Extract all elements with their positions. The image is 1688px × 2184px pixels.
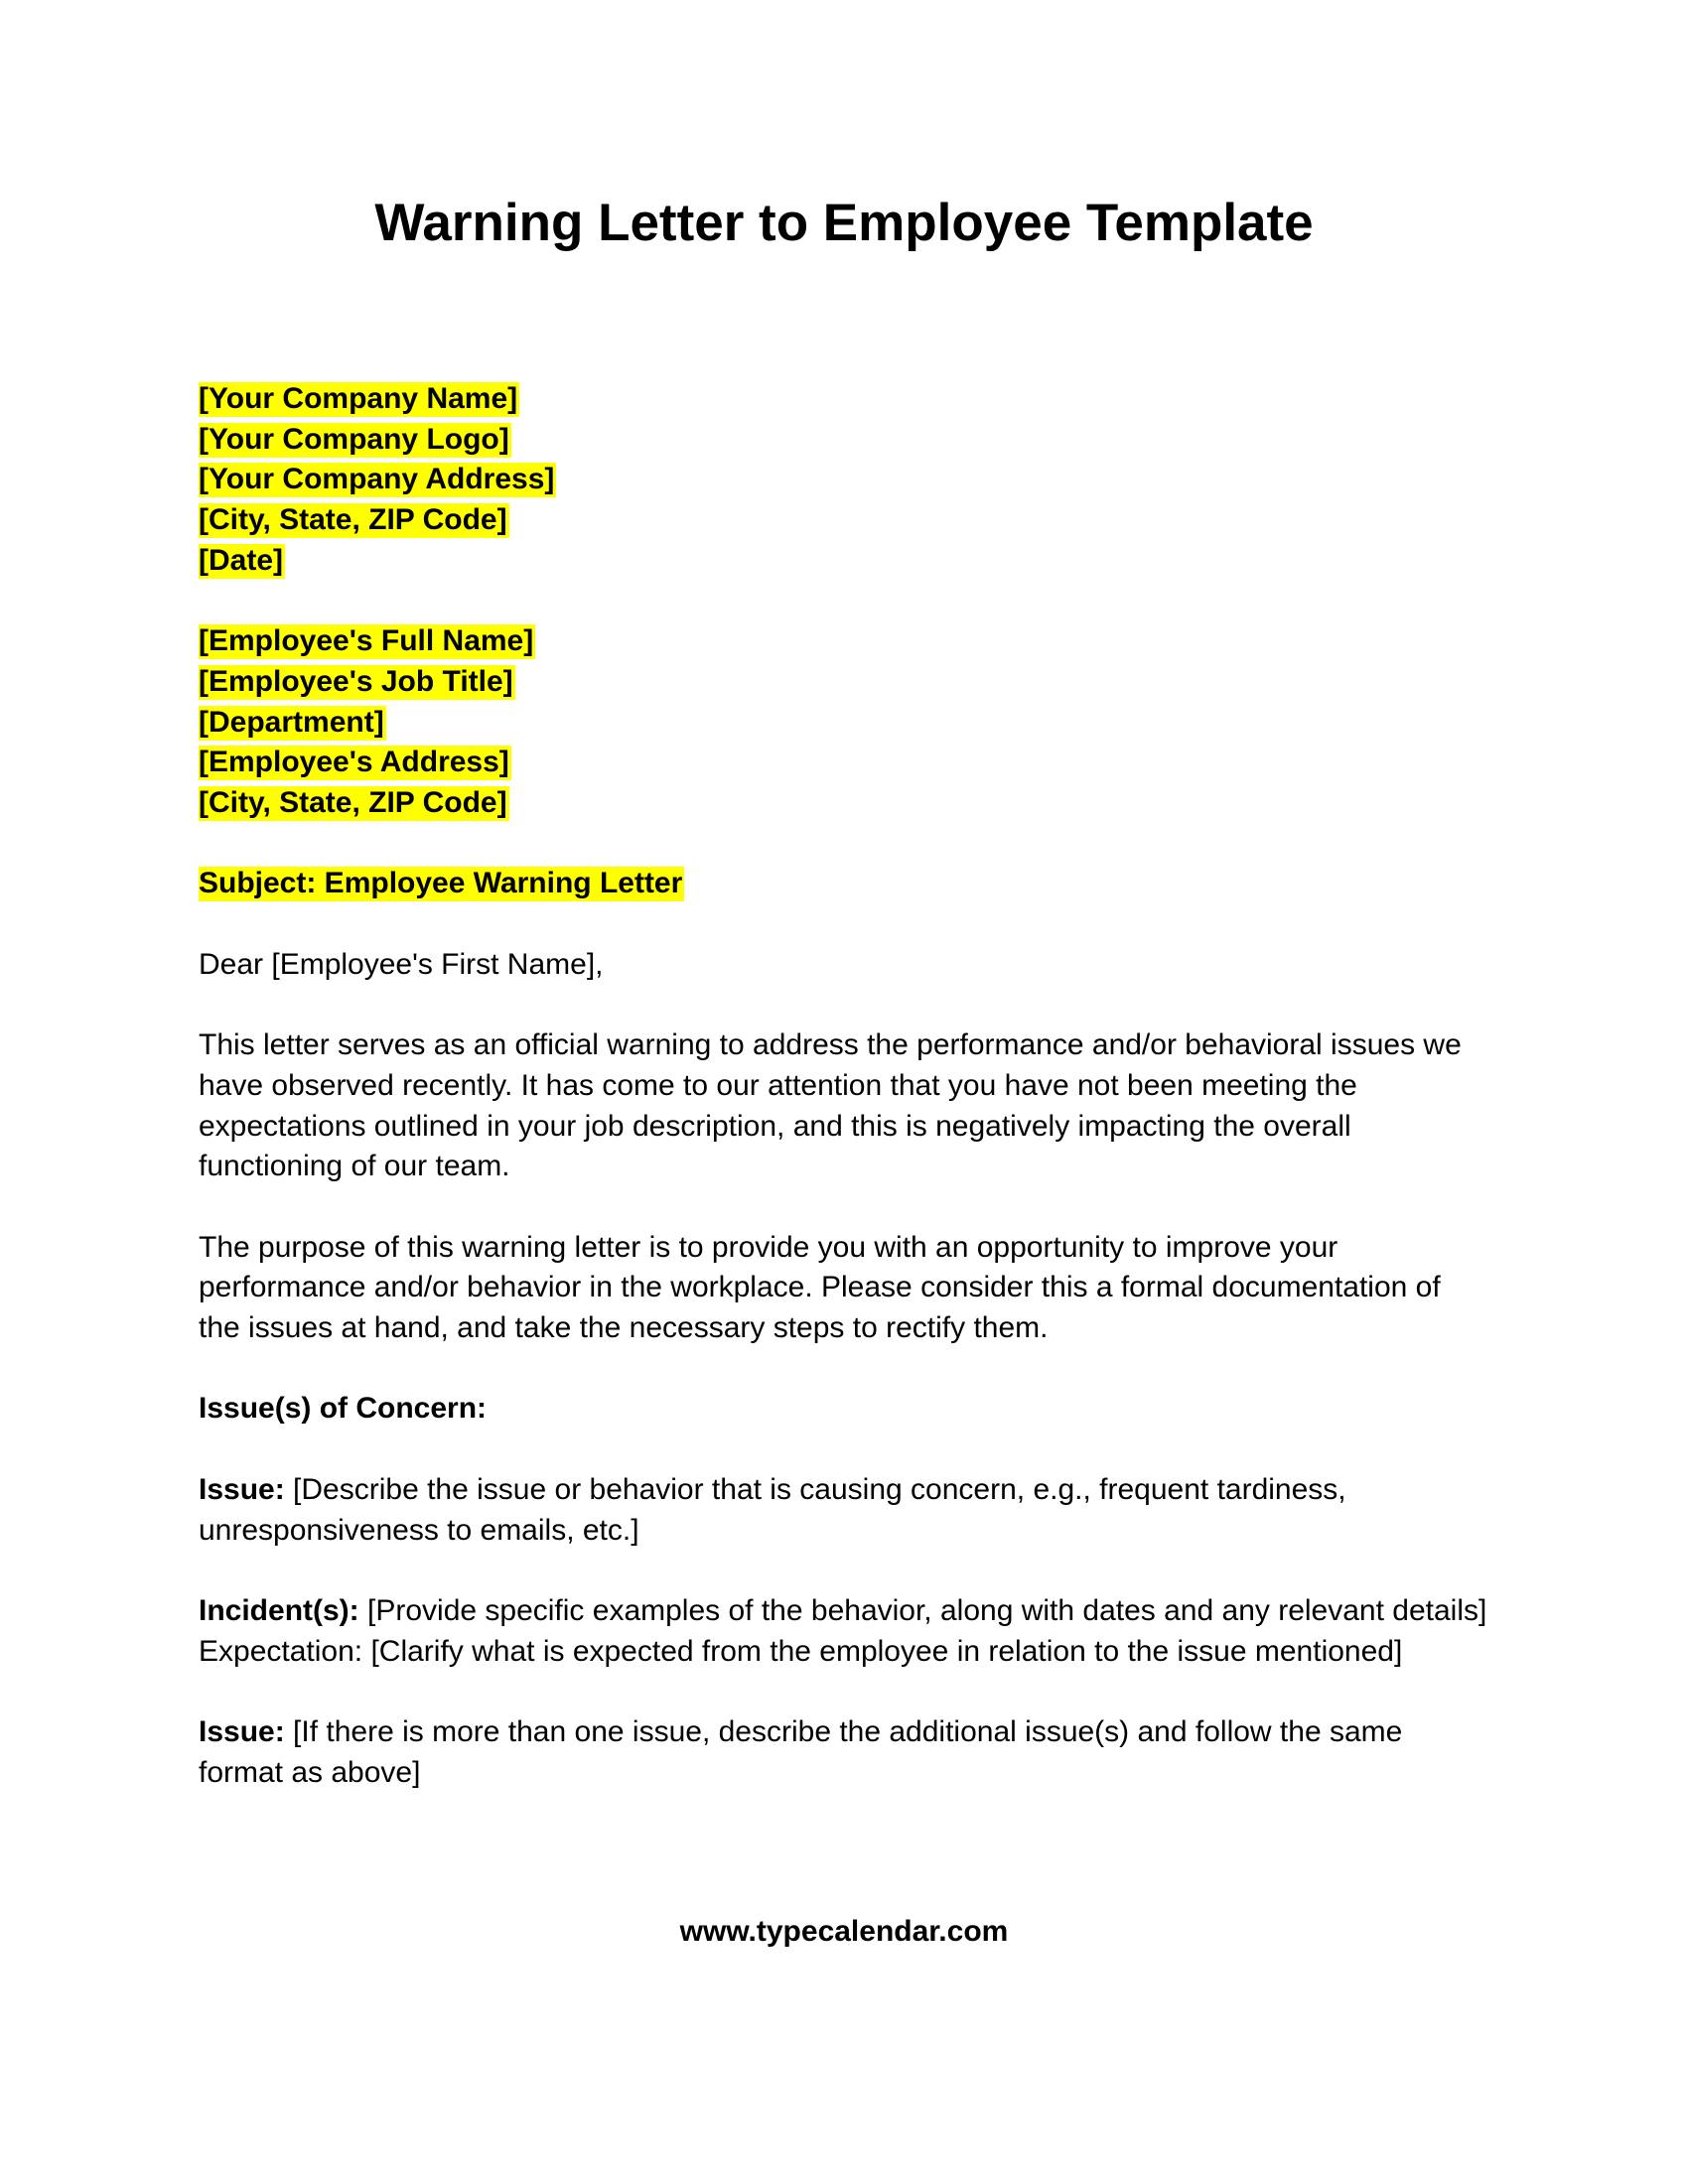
- issue-item-1: [199, 1470, 1489, 1551]
- expectation-line: Expectation: [Clarify what is expected from the employee in relation to the issue mentioned]: [199, 1634, 1403, 1668]
- paragraph-purpose: The purpose of this warning letter is to provide you with an opportunity to improve your performance and/or behavior in the workplace. Please consider this a formal documentation of the issues at hand, and take the necessary steps to rectify them.: [199, 1230, 1441, 1345]
- issue-item-2: [199, 1712, 1489, 1793]
- incidents-label: Incident(s):: [199, 1593, 359, 1627]
- sender-company-logo: [Your Company Logo]: [199, 422, 509, 456]
- recipient-city-state-zip: [City, State, ZIP Code]: [199, 786, 507, 820]
- letter-body: [199, 379, 1489, 1834]
- issue-description: [If there is more than one issue, describe the additional issue(s) and follow the same format as above]: [199, 1715, 1403, 1789]
- sender-company-address: [Your Company Address]: [199, 463, 555, 496]
- sender-date: [Date]: [199, 543, 284, 577]
- recipient-full-name: [Employee's Full Name]: [199, 624, 534, 658]
- subject-text: Subject: Employee Warning Letter: [199, 867, 683, 900]
- salutation: Dear [Employee's First Name],: [199, 947, 604, 981]
- issue-description: [Describe the issue or behavior that is causing concern, e.g., frequent tardiness, unresponsiveness to emails, etc.]: [199, 1472, 1346, 1547]
- recipient-job-title: [Employee's Job Title]: [199, 664, 513, 698]
- footer-website: www.typecalendar.com: [679, 1915, 1009, 1948]
- issue-label: Issue:: [199, 1715, 285, 1749]
- recipient-block: [199, 621, 1489, 824]
- issues-heading: Issue(s) of Concern:: [199, 1392, 488, 1426]
- sender-block: [199, 379, 1489, 582]
- recipient-address: [Employee's Address]: [199, 746, 509, 779]
- sender-city-state-zip: [City, State, ZIP Code]: [199, 503, 507, 537]
- incidents-item: [199, 1591, 1489, 1672]
- incidents-description: [Provide specific examples of the behavior, along with dates and any relevant details]: [358, 1593, 1487, 1627]
- subject-line: [199, 864, 1489, 904]
- document-title: Warning Letter to Employee Template: [374, 194, 1314, 252]
- issue-label: Issue:: [199, 1472, 285, 1506]
- sender-company-name: [Your Company Name]: [199, 382, 518, 415]
- recipient-department: [Department]: [199, 705, 384, 739]
- paragraph-intro: This letter serves as an official warning to address the performance and/or behavioral issues we have observed recently. It has come to our attention that you have not been meeting the expectations outlined in your job description, and this is negatively impacting the overall functioning of our team.: [199, 1028, 1462, 1183]
